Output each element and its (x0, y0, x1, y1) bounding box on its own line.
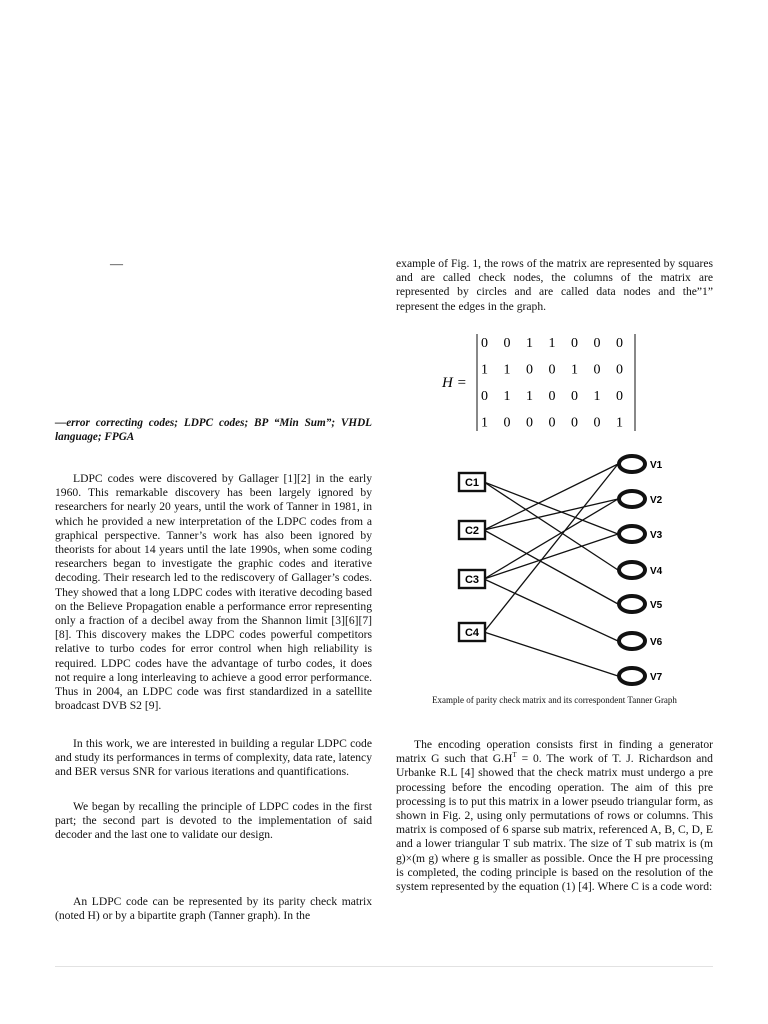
paragraph-representation-text: An LDPC code can be represented by its parity check matrix (noted H) or by a bipartite graph (Tanner graph). In the (55, 895, 372, 923)
figure-caption: Example of parity check matrix and its correspondent Tanner Graph (432, 695, 677, 705)
data-node-label: V1 (650, 460, 663, 471)
matrix-cell: 0 (593, 336, 601, 351)
paragraph-encoding (396, 738, 713, 894)
paragraph-outline-text: We began by recalling the principle of LDPC codes in the first part; the second part is devoted to the implementation of said decoder and the last one to validate our design. (55, 800, 372, 842)
header-dash: — (110, 256, 123, 271)
matrix-cell: 0 (548, 415, 556, 431)
paragraph-outline (55, 800, 372, 843)
matrix-cell: 0 (571, 336, 578, 351)
data-node-circle (619, 491, 645, 507)
data-node-label: V5 (650, 600, 663, 611)
encoding-text-a: The encoding operation consists first in finding a generator matrix G such that G.H (396, 738, 713, 766)
data-node-circle (619, 456, 645, 472)
matrix-cell: 1 (526, 336, 533, 351)
matrix-cell: 1 (571, 362, 578, 378)
paragraph-fig-explanation-text: example of Fig. 1, the rows of the matrix are represented by squares and are called check nodes, the columns of the matrix are represented by circles and are called data nodes and the”1” represent the edges in the graph. (396, 257, 713, 313)
matrix-cell: 1 (503, 389, 511, 404)
check-node-label: C4 (464, 627, 480, 639)
data-node-label: V4 (650, 566, 663, 577)
footer-rule (55, 966, 713, 967)
matrix-cell: 0 (481, 389, 488, 404)
matrix-cell: 0 (526, 415, 533, 431)
paragraph-history: LDPC codes were discovered by Gallager [1][2] in the early 1960. This remarkable discovery has been largely ignored by researchers for nearly 20 years, until the work of Tanner in 1981, in which he provided a new interpretation of the LDPC codes from a graphical perspective. Tanner’s work has also been ignored by theorists for about 14 years until the late 1990s, when some coding researchers began to investigate the graphic codes and iterative decoding. Their research led to the rediscovery of Gallager’s codes. They showed that a long LDPC codes with iterative decoding based on the Believe Propagation enable a performance error representing only a fraction of a decibel away from the Shannon limit [3][6][7][8]. This discovery makes the LDPC codes powerful competitors relative to turbo codes for error control when high reliability is required. LDPC codes have the advantage of turbo codes, it does not require a long interleaving to achieve a good error performance. Thus in 2004, an LDPC code was first standardized in a satellite broadcast DVB S2 [9]. (55, 472, 372, 713)
paragraph-work-text: In this work, we are interested in building a regular LDPC code and study its performances in terms of complexity, data rate, latency and BER versus SNR for various iterations and quantifications. (55, 737, 372, 779)
graph-edge (484, 632, 618, 676)
index-terms: —error correcting codes; LDPC codes; BP “Min Sum”; VHDL language; FPGA (55, 417, 372, 443)
matrix-cell: 0 (593, 415, 601, 431)
paragraph-fig-explanation (396, 257, 713, 314)
matrix-cell: 0 (571, 389, 578, 404)
graph-edges (484, 464, 618, 676)
matrix-cell: 0 (616, 362, 623, 378)
data-node-circle (619, 562, 645, 578)
data-node-label: V7 (650, 672, 663, 683)
matrix-cell: 1 (481, 415, 488, 431)
matrix-cell: 0 (593, 362, 601, 378)
matrix-label: H = (442, 375, 467, 391)
matrix-cell: 0 (503, 415, 511, 431)
paragraph-encoding-text (396, 738, 713, 894)
matrix-cell: 0 (481, 336, 488, 351)
paragraph-representation (55, 895, 372, 923)
data-nodes (619, 456, 663, 684)
matrix-cells (481, 336, 623, 431)
data-node-label: V6 (650, 637, 663, 648)
check-nodes (459, 473, 485, 641)
matrix-cell: 1 (548, 336, 556, 351)
intro-paragraph (55, 472, 372, 713)
matrix-cell: 1 (593, 389, 601, 404)
matrix-cell: 0 (616, 389, 623, 404)
data-node-label: V3 (650, 530, 663, 541)
data-node-circle (619, 668, 645, 684)
encoding-text-b: = 0. The work of T. J. Richardson and Urbanke R.L [4] showed that the check matrix must undergo a pre processing before the encoding operation. The aim of this pre processing is to put this matrix in a lower pseudo triangular form, as shown in Fig. 2, using only permutations of rows or columns. This matrix is composed of 6 sparse sub matrix, referenced A, B, C, D, E and a lower triangular T sub matrix. The size of T sub matrix is (m g)×(m g) where g is smaller as possible. Once the H pre processing is completed, the coding principle is based on the resolution of the system represented by the equation (1) [4]. Where C is a code word: (396, 752, 713, 894)
matrix-cell: 0 (526, 362, 533, 378)
check-node-label: C1 (464, 477, 480, 489)
matrix-cell: 1 (526, 389, 533, 404)
matrix-cell: 0 (503, 336, 511, 351)
data-node-label: V2 (650, 495, 663, 506)
data-node-circle (619, 633, 645, 649)
matrix-cell: 0 (571, 415, 578, 431)
matrix-cell: 1 (481, 362, 488, 378)
data-node-circle (619, 596, 645, 612)
matrix-cell: 0 (548, 389, 556, 404)
tanner-graph (452, 446, 702, 686)
parity-check-matrix (430, 330, 650, 435)
graph-edge (484, 464, 618, 530)
paragraph-work (55, 737, 372, 780)
transpose-superscript: T (512, 751, 517, 760)
matrix-cell: 1 (503, 362, 511, 378)
check-node-label: C3 (464, 574, 480, 586)
matrix-cell: 0 (616, 336, 623, 351)
check-node-label: C2 (464, 525, 480, 537)
graph-edge (484, 579, 618, 641)
matrix-cell: 1 (616, 415, 623, 431)
matrix-cell: 0 (548, 362, 556, 378)
data-node-circle (619, 526, 645, 542)
